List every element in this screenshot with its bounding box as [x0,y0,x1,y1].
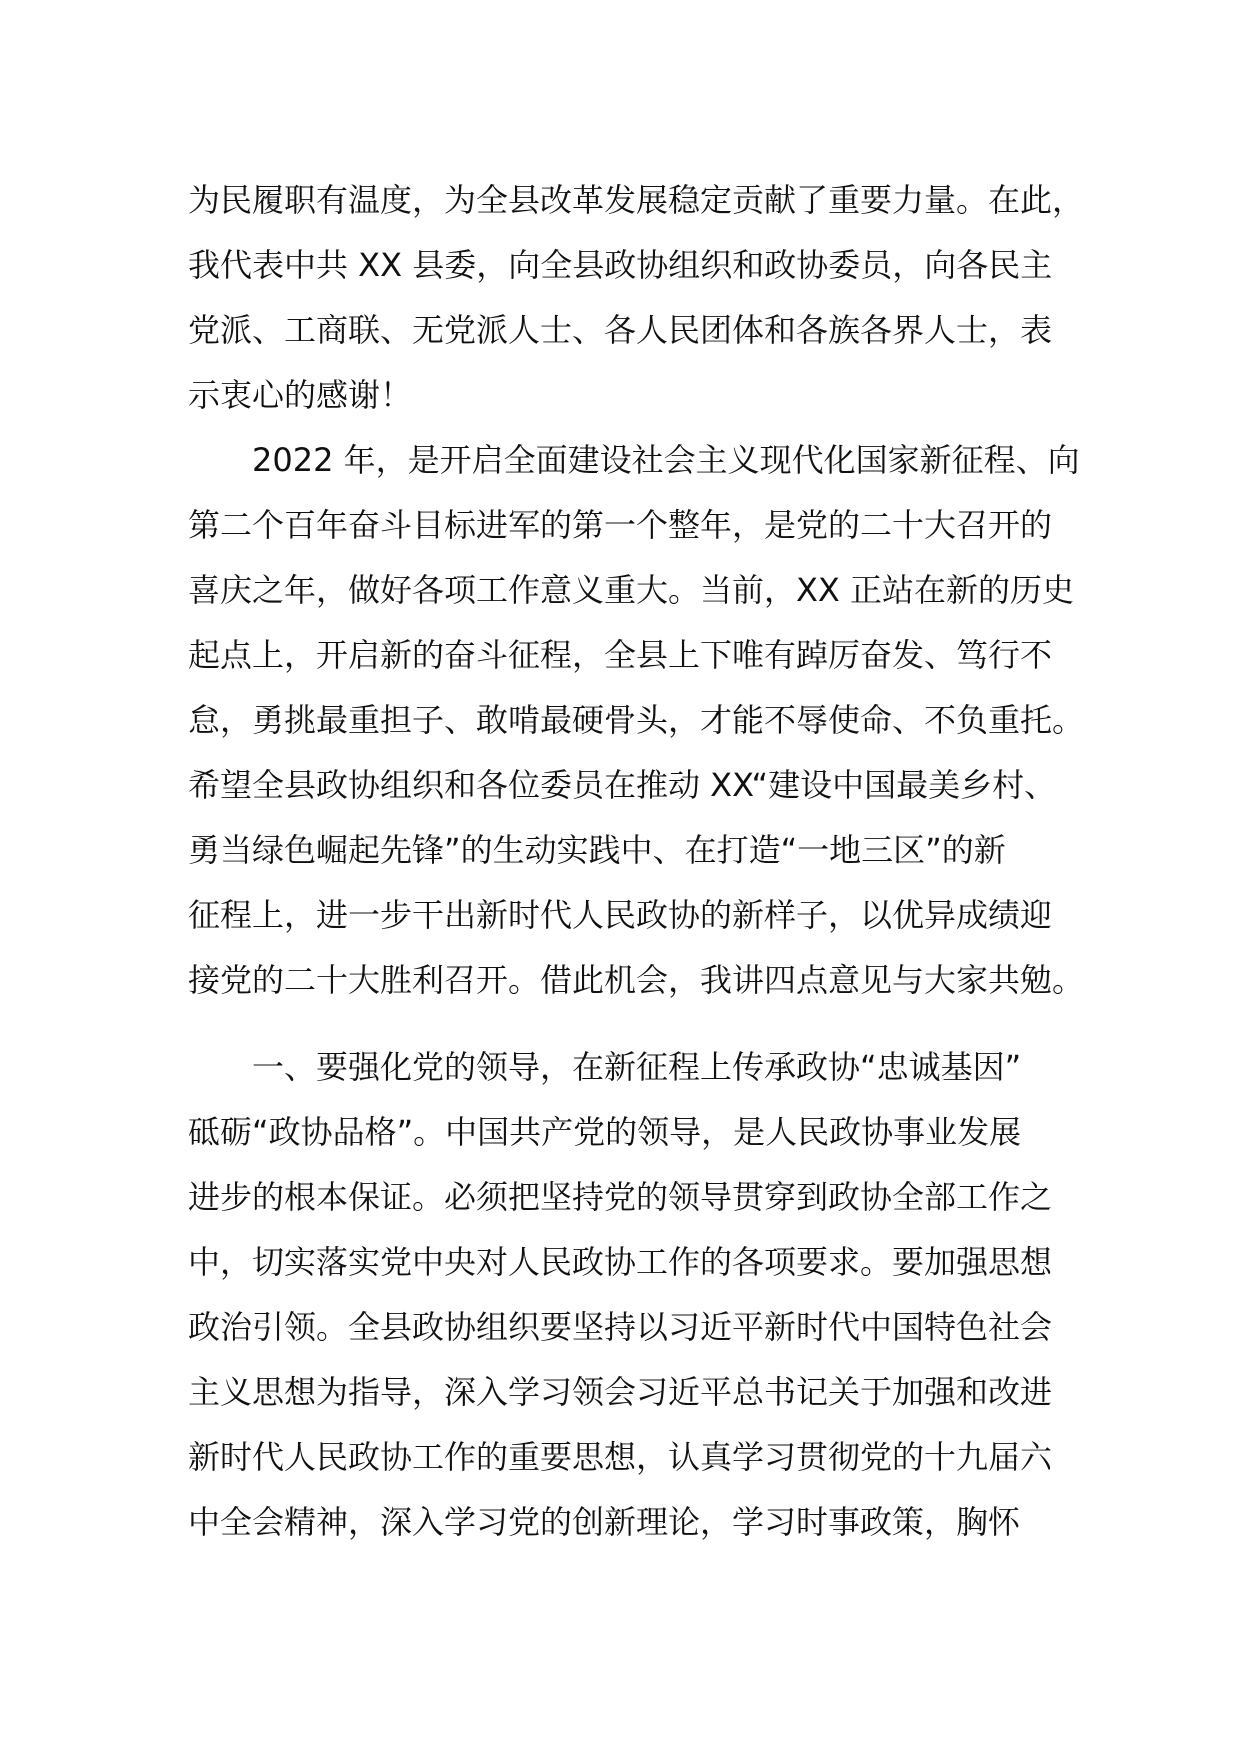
text-line: 主义思想为指导，深入学习领会习近平总书记关于加强和改进 [188,1373,1053,1411]
text-line: 接党的二十大胜利召开。借此机会，我讲四点意见与大家共勉。 [188,961,1085,999]
text-line: 征程上，进一步干出新时代人民政协的新样子，以优异成绩迎 [188,896,1053,934]
text-line: 第二个百年奋斗目标进军的第一个整年，是党的二十大召开的 [188,506,1053,544]
text-line: 为民履职有温度，为全县改革发展稳定贡献了重要力量。在此， [188,181,1085,219]
paragraph-point-one [188,1035,1088,1555]
text-line: 勇当绿色崛起先锋”的生动实践中、在打造“一地三区”的新 [188,831,1006,869]
text-line: 中，切实落实党中央对人民政协工作的各项要求。要加强思想 [188,1243,1053,1281]
paragraph-intro-continuation [188,168,1088,428]
text-line: 中全会精神，深入学习党的创新理论，学习时事政策，胸怀 [188,1503,1021,1541]
paragraph-spacer [188,1013,1088,1035]
text-line: 政治引领。全县政协组织要坚持以习近平新时代中国特色社会 [188,1308,1053,1346]
text-line: 2022 年，是开启全面建设社会主义现代化国家新征程、向 [188,441,1080,479]
text-line: 希望全县政协组织和各位委员在推动 XX“建设中国最美乡村、 [188,766,1057,804]
text-line: 砥砺“政协品格”。中国共产党的领导，是人民政协事业发展 [188,1113,1022,1151]
text-line: 怠，勇挑最重担子、敢啃最硬骨头，才能不辱使命、不负重托。 [188,701,1085,739]
text-line: 新时代人民政协工作的重要思想，认真学习贯彻党的十九届六 [188,1438,1053,1476]
text-line: 喜庆之年，做好各项工作意义重大。当前，XX 正站在新的历史 [188,571,1075,609]
text-line: 我代表中共 XX 县委，向全县政协组织和政协委员，向各民主 [188,246,1053,284]
document-body [188,168,1088,1555]
text-line: 党派、工商联、无党派人士、各人民团体和各族各界人士，表 [188,311,1053,349]
text-line: 一、要强化党的领导，在新征程上传承政协“忠诚基因” [188,1048,1022,1086]
paragraph-year-2022 [188,428,1088,1013]
text-line: 起点上，开启新的奋斗征程，全县上下唯有踔厉奋发、笃行不 [188,636,1053,674]
text-line: 示衷心的感谢！ [188,376,413,414]
text-line: 进步的根本保证。必须把坚持党的领导贯穿到政协全部工作之 [188,1178,1053,1216]
